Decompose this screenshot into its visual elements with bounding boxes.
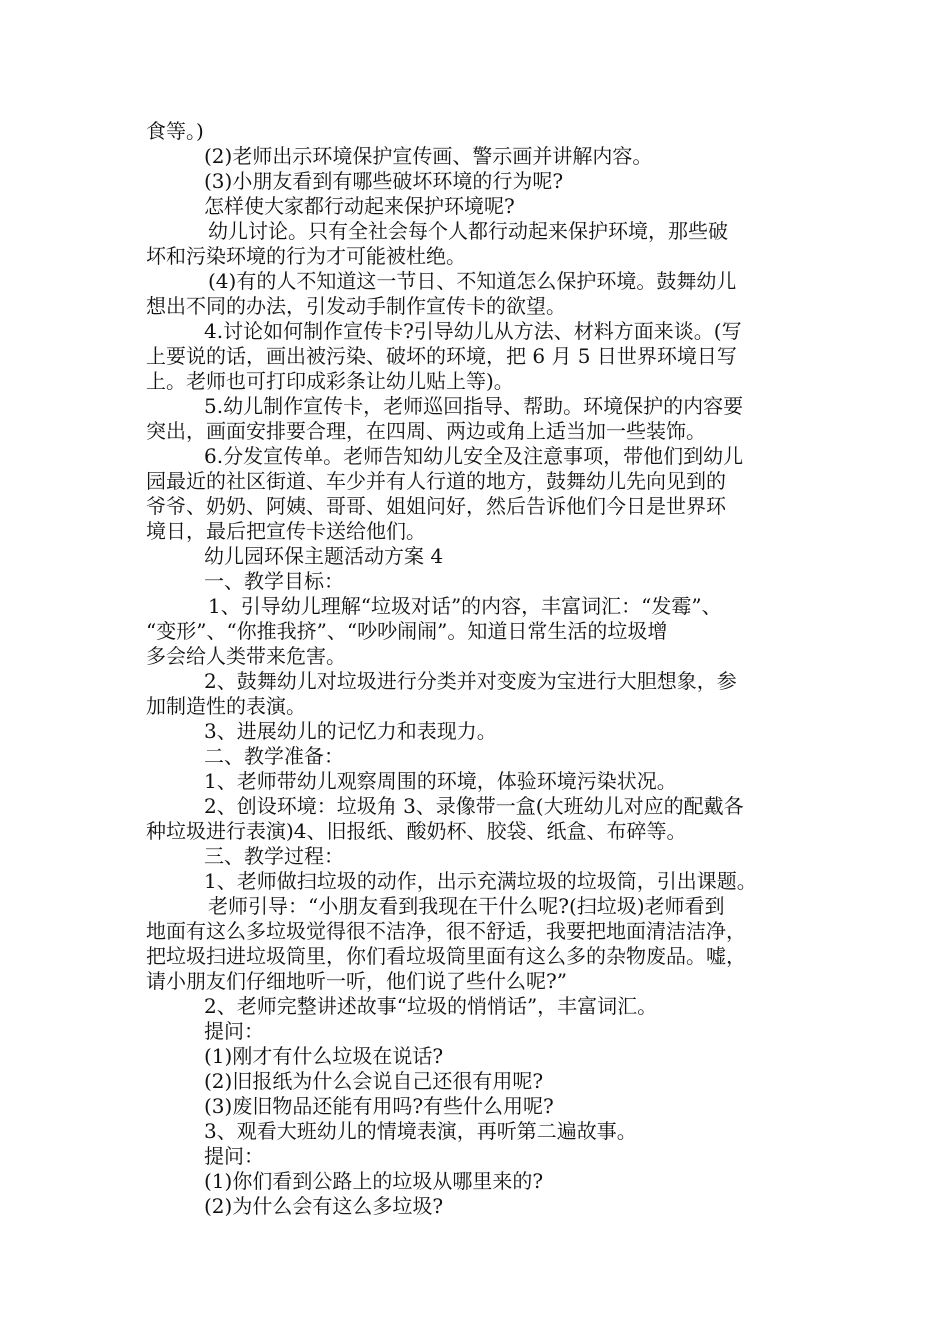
text-line: 1、引导幼儿理解“垃圾对话”的内容，丰富词汇：“发霉”、	[208, 594, 722, 618]
text-line: 上。老师也可打印成彩条让幼儿贴上等)。	[146, 369, 514, 393]
text-line: 把垃圾扫进垃圾筒里，你们看垃圾筒里面有这么多的杂物废品。嘘，	[146, 944, 746, 968]
text-line: (2)老师出示环境保护宣传画、警示画并讲解内容。	[204, 144, 653, 168]
text-line: 境日，最后把宣传卡送给他们。	[146, 519, 426, 543]
text-line: 地面有这么多垃圾觉得很不洁净，很不舒适，我要把地面清洁洁净，	[146, 919, 746, 943]
text-line: (3)小朋友看到有哪些破坏环境的行为呢?	[204, 169, 564, 193]
text-line: (4)有的人不知道这一节日、不知道怎么保护环境。鼓舞幼儿	[208, 269, 737, 293]
text-line: 坏和污染环境的行为才可能被杜绝。	[146, 244, 466, 268]
text-line: 1、老师带幼儿观察周围的环境，体验环境污染状况。	[204, 769, 677, 793]
text-line: 种垃圾进行表演)4、旧报纸、酸奶杯、胶袋、纸盒、布碎等。	[146, 819, 687, 843]
text-line: 园最近的社区街道、车少并有人行道的地方，鼓舞幼儿先向见到的	[146, 469, 726, 493]
text-line: (2)为什么会有这么多垃圾?	[204, 1194, 444, 1218]
text-line: 提问：	[204, 1144, 264, 1168]
text-line: 请小朋友们仔细地听一听，他们说了些什么呢?”	[146, 969, 567, 993]
text-line: 食等。)	[146, 119, 204, 143]
text-line: 二、教学准备：	[204, 744, 344, 768]
text-line: (3)废旧物品还能有用吗?有些什么用呢?	[204, 1094, 554, 1118]
text-line: (1)刚才有什么垃圾在说话?	[204, 1044, 444, 1068]
text-line: 三、教学过程：	[204, 844, 344, 868]
text-line: 6.分发宣传单。老师告知幼儿安全及注意事项，带他们到幼儿	[204, 444, 744, 468]
text-line: 突出，画面安排要合理，在四周、两边或角上适当加一些装饰。	[146, 419, 706, 443]
text-line: 2、老师完整讲述故事“垃圾的悄悄话”，丰富词汇。	[204, 994, 658, 1018]
text-line: 提问：	[204, 1019, 264, 1043]
text-line: 幼儿讨论。只有全社会每个人都行动起来保护环境，那些破	[208, 219, 728, 243]
text-line: 1、老师做扫垃圾的动作，出示充满垃圾的垃圾筒，引出课题。	[204, 869, 757, 893]
text-line: (1)你们看到公路上的垃圾从哪里来的?	[204, 1169, 544, 1193]
text-line: 爷爷、奶奶、阿姨、哥哥、姐姐问好，然后告诉他们今日是世界环	[146, 494, 726, 518]
text-line: 老师引导：“小朋友看到我现在干什么呢?(扫垃圾)老师看到	[208, 894, 725, 918]
text-line: 2、创设环境：垃圾角 3、录像带一盒(大班幼儿对应的配戴各	[204, 794, 744, 818]
text-line: 4.讨论如何制作宣传卡?引导幼儿从方法、材料方面来谈。(写	[204, 319, 742, 343]
text-line: 幼儿园环保主题活动方案 4	[204, 544, 444, 568]
text-line: 想出不同的办法，引发动手制作宣传卡的欲望。	[146, 294, 566, 318]
text-line: 怎样使大家都行动起来保护环境呢?	[204, 194, 515, 218]
text-line: 5.幼儿制作宣传卡，老师巡回指导、帮助。环境保护的内容要	[204, 394, 744, 418]
text-line: 3、进展幼儿的记忆力和表现力。	[204, 719, 497, 743]
document-body	[146, 119, 826, 1219]
text-line: 2、鼓舞幼儿对垃圾进行分类并对变废为宝进行大胆想象，参	[204, 669, 737, 693]
text-line: “变形”、“你推我挤”、“吵吵闹闹”。知道日常生活的垃圾增	[146, 619, 668, 643]
text-line: 一、教学目标：	[204, 569, 344, 593]
text-line: 加制造性的表演。	[146, 694, 306, 718]
text-line: 3、观看大班幼儿的情境表演，再听第二遍故事。	[204, 1119, 637, 1143]
text-line: (2)旧报纸为什么会说自己还很有用呢?	[204, 1069, 544, 1093]
text-line: 上要说的话，画出被污染、破坏的环境，把 6 月 5 日世界环境日写	[146, 344, 737, 368]
text-line: 多会给人类带来危害。	[146, 644, 346, 668]
